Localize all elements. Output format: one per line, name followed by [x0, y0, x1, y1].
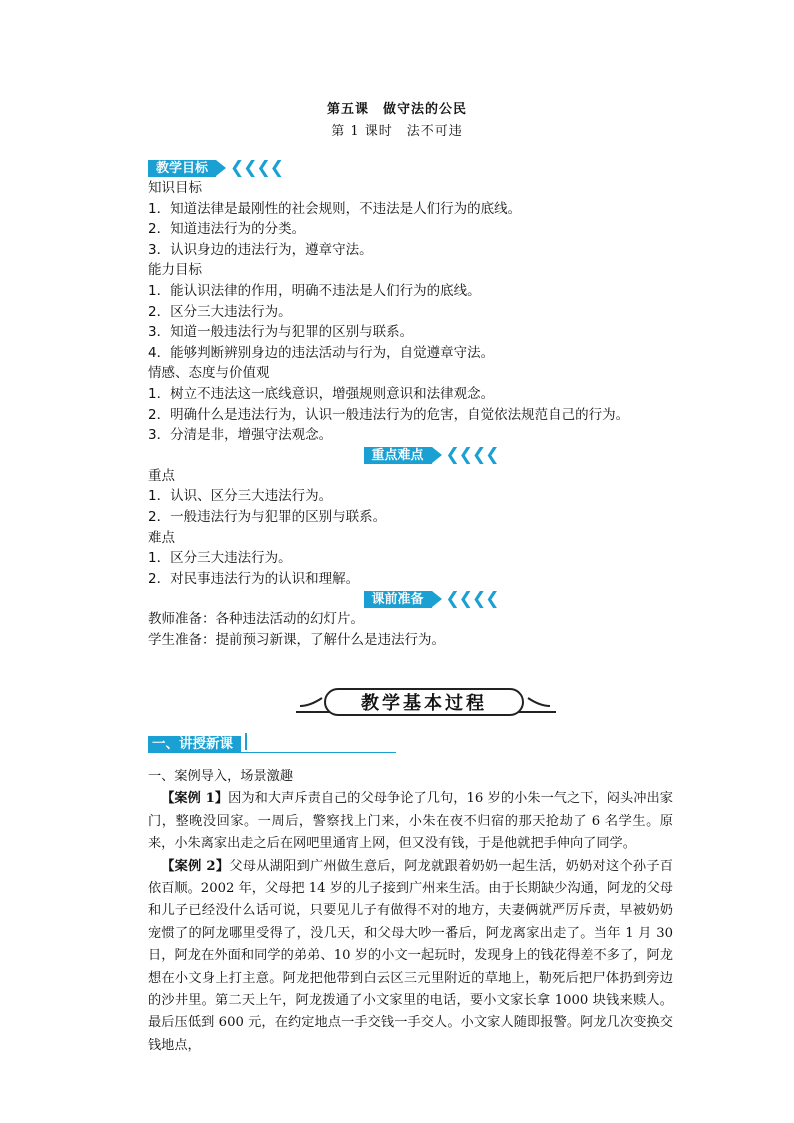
case-2-paragraph — [148, 856, 673, 1058]
knowledge-heading: 知识目标 — [148, 180, 202, 196]
chevron-left-icon: ❮❮❮❮ — [445, 588, 499, 609]
knowledge-item: 1．知道法律是最刚性的社会规则，不违法是人们行为的底线。 — [148, 200, 522, 217]
case-subheading: 一、案例导入，场景激趣 — [148, 769, 294, 784]
section-tab-label: 一、讲授新课 — [148, 736, 241, 753]
lesson-subtitle: 第 1 课时 法不可违 — [331, 124, 463, 139]
case-2-label: 【案例 2】 — [161, 858, 230, 874]
difficult-heading: 难点 — [148, 529, 175, 546]
preparation-banner — [194, 589, 668, 609]
case-content — [148, 766, 673, 1057]
difficult-item: 1．区分三大违法行为。 — [148, 550, 292, 567]
process-banner-label: 教学基本过程 — [324, 688, 524, 716]
key-points-banner — [194, 446, 668, 466]
key-item: 2．一般违法行为与犯罪的区别与联系。 — [148, 508, 387, 525]
section-tab-underline — [148, 752, 396, 753]
case-2-text: 父母从湖阳到广州做生意后，阿龙就跟着奶奶一起生活，奶奶对这个孙子百依百顺。2002 年，父母把 14 岁的儿子接到广州来生活。由于长期缺少沟通，阿龙的父母和儿子已经没什么话可说，只要见儿子有做得不对的地方，夫妻俩就严厉斥责，早被奶奶宠惯了的阿龙哪里受得了，没几天，和父母大吵一番后，阿龙离家出走了。当年 1 月 30 日，阿龙在外面和同学的弟弟、10 岁的小文一起玩时，发现身上的钱花得差不多了，阿龙想在小文身上打主意。阿龙把他带到白云区三元里附近的草地上，勒死后把尸体扔到旁边的沙井里。第二天上午，阿龙拨通了小文家里的电话，要小文家长拿 1000 块钱来赎人。最后压低到 600 元，在约定地点一手交钱一手交人。小文家人随即报警。阿龙几次变换交钱地点， — [148, 858, 673, 1053]
case-1-text: 因为和大声斥责自己的父母争论了几句，16 岁的小朱一气之下，闷头冲出家门，整晚没回家。一周后，警察找上门来，小朱在夜不归宿的那天抢劫了 6 名学生。原来，小朱离家出走之后在网吧里通宵上网，但又没有钱，于是他就把手伸向了同学。 — [148, 791, 673, 852]
ability-item: 4．能够判断辨别身边的违法活动与行为，自觉遵章守法。 — [148, 344, 495, 361]
emotion-item: 3．分清是非，增强守法观念。 — [148, 427, 333, 444]
key-heading: 重点 — [148, 467, 175, 484]
section-tab — [148, 733, 396, 753]
objectives-banner — [148, 158, 668, 178]
objectives-banner-label: 教学目标 — [148, 160, 216, 177]
preparation-item: 学生准备：提前预习新课，了解什么是违法行为。 — [148, 631, 445, 648]
section-tab-bar — [245, 733, 247, 750]
ability-item: 3．知道一般违法行为与犯罪的区别与联系。 — [148, 324, 414, 341]
process-banner — [296, 684, 556, 720]
ability-heading: 能力目标 — [148, 262, 202, 279]
ability-item: 2．区分三大违法行为。 — [148, 303, 292, 320]
ornament-right-icon — [526, 697, 550, 707]
knowledge-item: 3．认识身边的违法行为，遵章守法。 — [148, 241, 373, 258]
key-item: 1．认识、区分三大违法行为。 — [148, 488, 333, 505]
case-1-label: 【案例 1】 — [161, 791, 229, 807]
emotion-heading: 情感、态度与价值观 — [148, 365, 270, 382]
knowledge-item: 2．知道违法行为的分类。 — [148, 221, 306, 238]
key-points-banner-label: 重点难点 — [364, 447, 432, 464]
objectives-content — [148, 158, 668, 650]
case-1-paragraph — [148, 788, 673, 855]
ornament-left-icon — [300, 697, 324, 707]
ability-item: 1．能认识法律的作用，明确不违法是人们行为的底线。 — [148, 282, 481, 299]
preparation-item: 教师准备：各种违法活动的幻灯片。 — [148, 611, 364, 628]
preparation-banner-label: 课前准备 — [364, 591, 432, 608]
chevron-left-icon: ❮❮❮❮ — [445, 445, 499, 466]
emotion-item: 1．树立不违法这一底线意识，增强规则意识和法律观念。 — [148, 385, 495, 402]
chevron-left-icon: ❮❮❮❮ — [230, 157, 283, 178]
difficult-item: 2．对民事违法行为的认识和理解。 — [148, 570, 360, 587]
emotion-item: 2．明确什么是违法行为，认识一般违法行为的危害，自觉依法规范自己的行为。 — [148, 406, 630, 423]
lesson-title: 第五课 做守法的公民 — [326, 102, 467, 117]
